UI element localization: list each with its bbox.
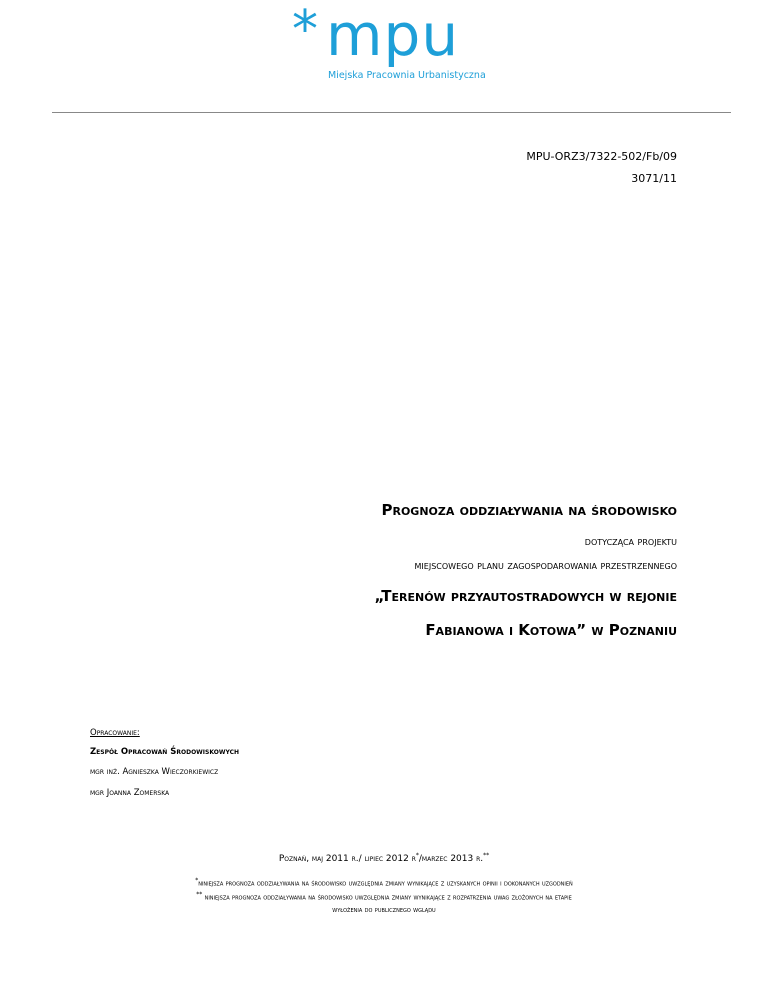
date-year-1: 2011 [325, 854, 349, 864]
reference-number: MPU-ORZ3/7322-502/Fb/09 [526, 150, 677, 163]
logo-subtitle: Miejska Pracownia Urbanistyczna [328, 70, 486, 81]
date-year-2: 2012 [385, 854, 409, 864]
footnote-2-text: niniejsza prognoza oddziaływania na środowisko uwzględnia zmiany wynikające z rozpatrzenia uwag złożonych na etapie [204, 892, 572, 902]
date-footnote-mark-2: ** [483, 852, 490, 859]
date-year-3: 2013 [450, 854, 474, 864]
title-subline-1: dotycząca projektu [584, 535, 677, 548]
logo-star-icon: * [292, 0, 318, 60]
authors-label: Opracowanie: [90, 728, 140, 738]
date-part-4: /marzec [418, 854, 448, 864]
author-1: mgr inż. Agnieszka Wieczorkiewicz [90, 767, 219, 777]
date-part-2: r./ lipiec [351, 854, 384, 864]
place-and-date [0, 852, 768, 864]
author-2: mgr Joanna Zomerska [90, 788, 170, 798]
authors-team: Zespół Opracowań Środowiskowych [90, 747, 240, 757]
header-divider [52, 112, 731, 113]
date-footnote-mark-1: * [415, 852, 419, 859]
date-part-3: r [411, 854, 416, 864]
footnote-1-text: niniejsza prognoza oddziaływania na środowisko uwzględnia zmiany wynikające z uzyskanych opinii i dokonanych uzgodnień [198, 878, 573, 888]
document-title: Prognoza oddziaływania na środowisko [381, 501, 677, 519]
date-part-5: r. [476, 854, 484, 864]
project-name-line-2: Fabianowa i Kotowa” w Poznaniu [425, 621, 677, 639]
footnote-2-mark: ** [196, 891, 203, 898]
logo-wordmark: mpu [326, 1, 460, 69]
footnote-2 [0, 891, 768, 902]
date-city: Poznań, maj [278, 854, 323, 864]
title-subline-2: miejscowego planu zagospodarowania przestrzennego [414, 559, 677, 572]
footnote-2-continued: wyłożenia do publicznego wglądu [332, 905, 436, 914]
footnote-1-mark: * [195, 877, 199, 884]
footnote-1 [0, 877, 768, 888]
mpu-logo [292, 0, 486, 82]
case-number: 3071/11 [631, 172, 677, 185]
project-name-line-1: „Terenów przyautostradowych w rejonie [374, 587, 677, 605]
